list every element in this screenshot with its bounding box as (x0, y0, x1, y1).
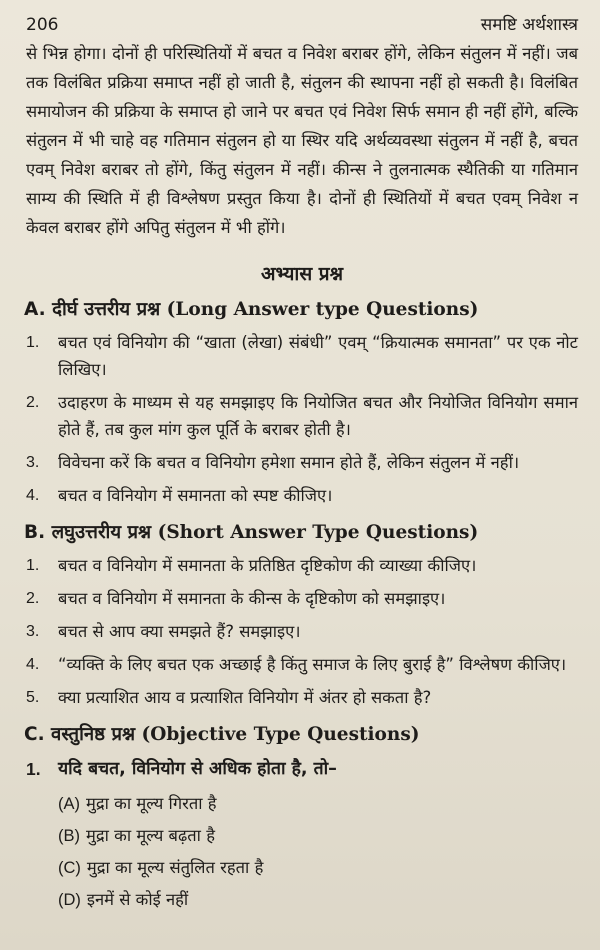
intro-paragraph: से भिन्न होगा। दोनों ही परिस्थितियों में बचत व निवेश बराबर होंगे, लेकिन संतुलन में नहीं। जब तक विलंबित प्रक्रिया समाप्त नहीं हो जाती है, संतुलन की स्थापना नहीं हो सकती है। विलंबित समायोजन की प्रक्रिया के समाप्त हो जाने पर बचत एवं निवेश सिर्फ समान ही नहीं होंगे, बल्कि संतुलन में भी चाहे वह गतिमान संतुलन हो या स्थिर यदि अर्थव्यवस्था संतुलन में नहीं है, बचत एवम् निवेश बराबर तो होंगे, किंतु संतुलन में नहीं। कीन्स ने तुलनात्मक स्थैतिकी या गतिमान साम्य की स्थिति में ही विश्लेषण प्रस्तुत किया है। दोनों ही स्थितियों में बचत एवम् निवेश न केवल बराबर होंगे अपितु संतुलन में भी होंगे। (26, 44, 578, 237)
list-item (26, 449, 578, 476)
question-number: 3. (26, 454, 40, 471)
objective-question (26, 754, 578, 784)
list-item (26, 552, 578, 579)
question-number: 5. (26, 689, 40, 706)
page-number: 206 (26, 15, 59, 35)
section-a-label-en: (Long Answer type Questions) (166, 299, 479, 320)
question-text: यदि बचत, विनियोग से अधिक होता है, तो– (58, 759, 337, 779)
question-text: उदाहरण के माध्यम से यह समझाइए कि नियोजित बचत और नियोजित विनियोग समान होते हैं, तब कुल मांग कुल पूर्ति के बराबर होती है। (58, 393, 578, 439)
question-number: 3. (26, 623, 40, 640)
exercise-title: अभ्यास प्रश्न (260, 263, 344, 285)
option-label: (D) (58, 891, 81, 909)
question-number: 2. (26, 590, 40, 607)
option-label: (B) (58, 827, 80, 845)
list-item (26, 618, 578, 645)
list-item (26, 651, 578, 678)
list-item (26, 389, 578, 443)
question-number: 1. (26, 557, 40, 574)
section-b-heading (24, 519, 578, 544)
section-a-questions (26, 329, 578, 509)
option-text: मुद्रा का मूल्य गिरता है (86, 794, 217, 813)
question-text: बचत व विनियोग में समानता के कीन्स के दृष्टिकोण को समझाइए। (58, 589, 446, 608)
list-item (26, 684, 578, 711)
question-number: 4. (26, 656, 40, 673)
section-b-label: B. लघुउत्तरीय प्रश्न (24, 522, 152, 543)
section-c-label: C. वस्तुनिष्ठ प्रश्न (24, 724, 136, 745)
question-number: 2. (26, 394, 40, 411)
section-a-label: A. दीर्घ उत्तरीय प्रश्न (24, 299, 161, 320)
list-item (26, 329, 578, 383)
option-c (58, 852, 578, 884)
option-b (58, 820, 578, 852)
question-text: बचत व विनियोग में समानता को स्पष्ट कीजिए। (58, 486, 333, 505)
question-number: 1. (26, 334, 40, 351)
list-item (26, 482, 578, 509)
question-text: बचत एवं विनियोग की “खाता (लेखा) संबंधी” एवम् “क्रियात्मक समानता” पर एक नोट लिखिए। (58, 333, 578, 379)
section-a-heading (24, 296, 578, 321)
question-text: बचत से आप क्या समझते हैं? समझाइए। (58, 622, 301, 641)
question-text: विवेचना करें कि बचत व विनियोग हमेशा समान होते हैं, लेकिन संतुलन में नहीं। (58, 453, 520, 472)
section-c-label-en: (Objective Type Questions) (141, 724, 420, 745)
section-b-label-en: (Short Answer Type Questions) (157, 522, 479, 543)
option-label: (C) (58, 859, 81, 877)
question-number: 1. (26, 759, 41, 779)
option-text: मुद्रा का मूल्य संतुलित रहता है (86, 858, 264, 877)
option-a (58, 788, 578, 820)
question-text: “व्यक्ति के लिए बचत एक अच्छाई है किंतु समाज के लिए बुराई है” विश्लेषण कीजिए। (58, 655, 567, 674)
section-c-heading (24, 721, 578, 746)
option-text: मुद्रा का मूल्य बढ़ता है (86, 826, 215, 845)
question-text: बचत व विनियोग में समानता के प्रतिष्ठित दृष्टिकोण की व्याख्या कीजिए। (58, 556, 477, 575)
option-text: इनमें से कोई नहीं (86, 890, 189, 909)
section-b-questions (26, 552, 578, 711)
option-d (58, 884, 578, 916)
question-number: 4. (26, 487, 40, 504)
page-header (26, 12, 578, 35)
answer-options (26, 788, 578, 916)
question-text: क्या प्रत्याशित आय व प्रत्याशित विनियोग में अंतर हो सकता है? (58, 688, 432, 707)
book-title: समष्टि अर्थशास्त्र (480, 15, 578, 35)
list-item (26, 585, 578, 612)
option-label: (A) (58, 795, 80, 813)
